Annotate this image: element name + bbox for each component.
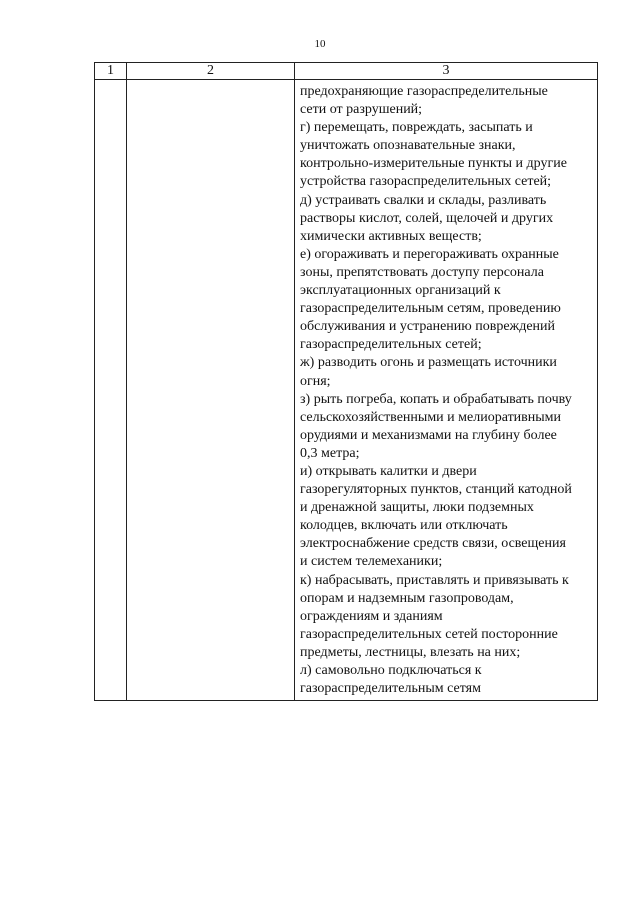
text-line: химически активных веществ; [300, 228, 482, 244]
document-table [94, 62, 598, 701]
text-line: газораспределительных сетей; [300, 337, 482, 353]
text-line: газораспределительных сетей посторонние [300, 626, 558, 642]
text-line: газораспределительным сетям, проведению [300, 301, 561, 317]
text-line: з) рыть погреба, копать и обрабатывать почву [300, 391, 572, 407]
column-header-2: 2 [127, 63, 295, 80]
cell-col-3 [295, 80, 598, 701]
text-line: к) набрасывать, приставлять и привязывать к [300, 572, 569, 588]
cell-col-1 [95, 80, 127, 701]
text-line: д) устраивать свалки и склады, разливать [300, 192, 547, 208]
text-line: и систем телемеханики; [300, 554, 443, 570]
text-line: уничтожать опознавательные знаки, [300, 138, 516, 154]
prohibitions-text [295, 80, 597, 700]
text-line: устройства газораспределительных сетей; [300, 174, 552, 190]
column-header-3: 3 [295, 63, 598, 80]
table-header-row [95, 63, 598, 80]
text-line: и) открывать калитки и двери [300, 463, 477, 479]
text-line: сети от разрушений; [300, 102, 423, 118]
text-line: л) самовольно подключаться к [300, 663, 482, 678]
text-line: электроснабжение средств связи, освещения [300, 536, 566, 552]
text-line: ж) разводить огонь и размещать источники [300, 355, 557, 371]
text-line: растворы кислот, солей, щелочей и других [300, 210, 554, 226]
text-line: опорам и надземным газопроводам, [300, 590, 514, 606]
text-line: г) перемещать, повреждать, засыпать и [300, 120, 533, 136]
column-header-1: 1 [95, 63, 127, 80]
text-line: 0,3 метра; [300, 445, 360, 461]
text-line: эксплуатационных организаций к [300, 283, 501, 299]
text-line: огня; [300, 373, 331, 389]
text-line: предохраняющие газораспределительные [300, 84, 548, 99]
text-line: обслуживания и устранению повреждений [300, 319, 556, 335]
text-line: газораспределительным сетям [300, 681, 481, 697]
table-row [95, 80, 598, 701]
text-line: газорегуляторных пунктов, станций катодной [300, 482, 572, 498]
text-line: сельскохозяйственными и мелиоративными [300, 409, 562, 425]
text-line: и дренажной защиты, люки подземных [300, 500, 534, 516]
text-line: предметы, лестницы, влезать на них; [300, 644, 521, 660]
text-line: контрольно-измерительные пункты и другие [300, 156, 567, 172]
text-line: орудиями и механизмами на глубину более [300, 427, 557, 443]
cell-col-2 [127, 80, 295, 701]
text-line: е) огораживать и перегораживать охранные [300, 246, 559, 262]
text-line: ограждениям и зданиям [300, 608, 443, 624]
page-number: 10 [314, 38, 326, 50]
text-line: колодцев, включать или отключать [300, 518, 508, 534]
text-line: зоны, препятствовать доступу персонала [300, 264, 544, 280]
